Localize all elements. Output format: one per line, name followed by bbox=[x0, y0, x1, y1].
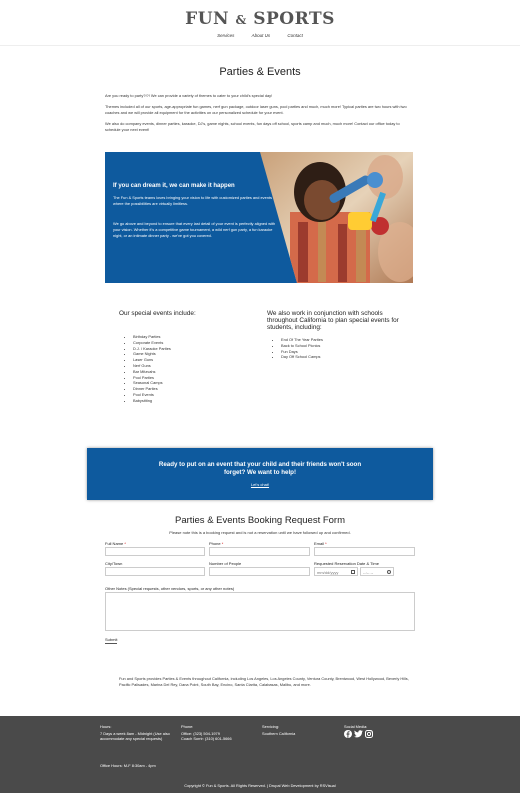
people-label: Number of People bbox=[209, 561, 242, 566]
nav-contact[interactable]: Contact bbox=[287, 33, 303, 38]
list-item: • Laser Guns bbox=[133, 357, 239, 363]
footer-hours-text: 7 Days a week 8am - Midnight (Use also accommodate any special requests) bbox=[100, 730, 170, 742]
logo-fun: FUN bbox=[185, 9, 230, 29]
list-item: • Dinner Parties bbox=[133, 386, 239, 392]
service-area-text: Fun and Sports provides Parties & Events throughout California, including Los Angeles, Los Angeles County, Ventura County, Brentwood, West Hollywood, Beverly Hills, Pacific Palisades, Marina Del Rey, Dana Point, South Bay, Encino, Santa Clarita, Calabasas, Malibu, and more. bbox=[119, 676, 409, 687]
header-divider bbox=[0, 45, 520, 46]
phone-label bbox=[209, 541, 223, 546]
cta-link[interactable]: Let's chat! bbox=[250, 482, 270, 487]
required-mark: * bbox=[124, 541, 126, 546]
special-events-list bbox=[119, 334, 239, 404]
cta-heading: Ready to put on an event that your child and their friends won't soon forget? We want to help! bbox=[158, 461, 362, 476]
field-label-text: Phone bbox=[209, 541, 221, 546]
list-item: • Pool Parties bbox=[133, 375, 239, 381]
footer-servicing-heading: Servicing: bbox=[262, 724, 280, 729]
footer-servicing-text: Southern California bbox=[262, 730, 296, 736]
notes-textarea[interactable] bbox=[105, 592, 415, 631]
site-logo[interactable] bbox=[0, 9, 520, 29]
main-nav bbox=[0, 33, 520, 38]
schools-heading: We also work in conjunction with schools throughout California to plan special events for students, including: bbox=[267, 310, 399, 331]
intro-paragraph: Themes included all of our sports, age-appropriate fun games, nerf gun package, outdoor laser guns, pool parties and much, much more! Typical parties are two hours with two coaches and we will provide all equipment for the activities on our personalized schedule for your event. bbox=[105, 104, 407, 115]
intro-paragraph: Are you ready to party?!?! We can provide a variety of themes to cater to your child's special day! bbox=[105, 93, 273, 98]
footer-phone-heading: Phone: bbox=[181, 724, 194, 729]
required-mark: * bbox=[325, 541, 327, 546]
nav-about-us[interactable]: About Us bbox=[251, 33, 271, 38]
full-name-label bbox=[105, 541, 126, 546]
party-photo bbox=[260, 152, 413, 283]
social-icons bbox=[344, 730, 373, 738]
twitter-icon[interactable] bbox=[354, 730, 363, 738]
instagram-icon[interactable] bbox=[365, 730, 373, 738]
time-placeholder: --:-- -- bbox=[363, 569, 374, 575]
city-label: City/Town bbox=[105, 561, 123, 566]
clock-icon[interactable] bbox=[387, 570, 391, 574]
list-item: • Fun Days bbox=[281, 349, 407, 355]
footer-phone bbox=[181, 724, 256, 742]
phone-input[interactable] bbox=[209, 547, 310, 556]
notes-label: Other Notes (Special requests, other vendors, sports, or any other notes) bbox=[105, 586, 235, 591]
date-placeholder: mm/dd/yyyy bbox=[317, 569, 339, 575]
list-item: • Back to School Picnics bbox=[281, 343, 407, 349]
list-item: • Game Nights bbox=[133, 351, 239, 357]
cta-banner bbox=[87, 448, 433, 500]
feature-paragraph: The Fun & Sports teams loves bringing your vision to life with customized parties and events where the possibilities are virtually limitless. bbox=[113, 195, 272, 206]
special-events-heading: Our special events include: bbox=[119, 310, 196, 317]
people-input[interactable] bbox=[209, 567, 310, 576]
site-header bbox=[0, 0, 520, 48]
field-label-text: Full Name bbox=[105, 541, 124, 546]
schools-column bbox=[267, 310, 407, 360]
page-title: Parties & Events bbox=[219, 66, 301, 78]
list-item: • Seasonal Camps bbox=[133, 380, 239, 386]
list-item: • D.J. / Karaoke Parties bbox=[133, 346, 239, 352]
full-name-input[interactable] bbox=[105, 547, 205, 556]
email-input[interactable] bbox=[314, 547, 415, 556]
intro-text bbox=[105, 93, 415, 138]
email-label bbox=[314, 541, 327, 546]
list-item: • End Of The Year Parties bbox=[281, 337, 407, 343]
footer-copyright: Copyright © Fun & Sports. All Rights Reserved. | Drupal Web Development by RSVisual bbox=[184, 783, 336, 788]
footer-phone-coach[interactable]: Coach Sorrir: (310) 601-5666 bbox=[181, 736, 232, 742]
city-input[interactable] bbox=[105, 567, 205, 576]
special-events-column bbox=[119, 310, 239, 404]
form-note: Please note this is a booking request and is not a reservation until we have followed up and confirmed. bbox=[169, 530, 351, 535]
field-label-text: Email bbox=[314, 541, 325, 546]
date-input[interactable] bbox=[314, 567, 358, 576]
footer-office-hours: Office Hours: M-F 8:30am - 4pm bbox=[100, 763, 156, 768]
site-footer bbox=[0, 716, 520, 793]
feature-title: If you can dream it, we can make it happen bbox=[113, 183, 235, 189]
time-input[interactable] bbox=[360, 567, 394, 576]
footer-hours-heading: Hours: bbox=[100, 724, 112, 729]
required-mark: * bbox=[221, 541, 224, 546]
facebook-icon[interactable] bbox=[344, 730, 352, 738]
list-item: • Nerf Guns bbox=[133, 363, 239, 369]
footer-servicing bbox=[262, 724, 337, 736]
logo-sports: SPORTS bbox=[253, 9, 335, 29]
list-item: • Bar Mitzvahs bbox=[133, 369, 239, 375]
feature-paragraph: We go above and beyond to ensure that every last detail of your event is perfectly aligned with your vision. Whether it's a competitive game tournament, a wild nerf gun party, a fun karaoke night, or an intimate dinner party - we've got you covered. bbox=[113, 221, 276, 238]
list-item: • Corporate Events bbox=[133, 340, 239, 346]
intro-paragraph: We also do company events, dinner parties, karaoke, DJ's, game nights, school events, fun days off school, sports camp and much, much more! Contact our office today to schedule your next event! bbox=[105, 121, 400, 132]
calendar-icon[interactable] bbox=[351, 570, 355, 574]
schools-list bbox=[267, 337, 407, 360]
footer-social-heading: Social Media: bbox=[344, 724, 368, 729]
form-title: Parties & Events Booking Request Form bbox=[174, 515, 346, 526]
logo-amp: & bbox=[235, 13, 247, 27]
list-item: • Birthday Parties bbox=[133, 334, 239, 340]
list-item: • Pool Events bbox=[133, 392, 239, 398]
submit-button[interactable]: Submit bbox=[105, 637, 118, 642]
list-item: • Babysitting bbox=[133, 398, 239, 404]
footer-hours bbox=[100, 724, 175, 742]
list-item: • Day Off School Camps bbox=[281, 354, 407, 360]
date-time-label: Requested Reservation Date & Time bbox=[314, 561, 379, 566]
footer-phone-office[interactable]: Office: (323) 504-1979 bbox=[181, 730, 220, 736]
nav-services[interactable]: Services bbox=[217, 33, 235, 38]
